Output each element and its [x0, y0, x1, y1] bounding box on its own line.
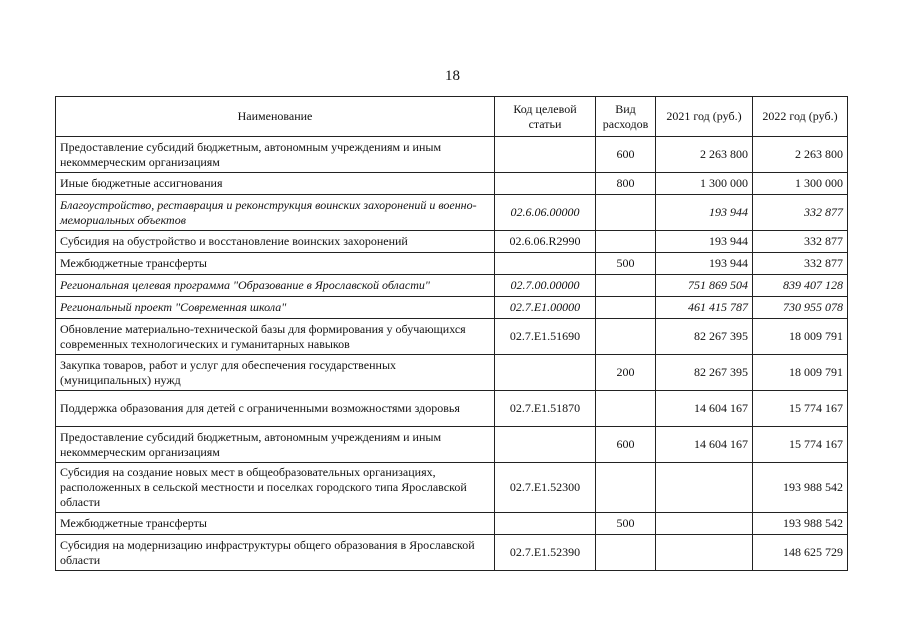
row-expense-type	[596, 319, 656, 355]
header-name: Наименование	[56, 97, 495, 137]
row-amount-2022: 332 877	[753, 195, 848, 231]
table-row	[56, 275, 848, 297]
row-name: Межбюджетные трансферты	[56, 513, 495, 535]
row-amount-2021: 193 944	[656, 195, 753, 231]
row-amount-2021: 751 869 504	[656, 275, 753, 297]
row-name: Региональный проект "Современная школа"	[56, 297, 495, 319]
row-name: Предоставление субсидий бюджетным, автономным учреждениям и иным некоммерческим организациям	[56, 427, 495, 463]
table-row	[56, 297, 848, 319]
row-amount-2021: 82 267 395	[656, 319, 753, 355]
row-name: Предоставление субсидий бюджетным, автономным учреждениям и иным некоммерческим организациям	[56, 137, 495, 173]
row-amount-2021: 1 300 000	[656, 173, 753, 195]
row-expense-type	[596, 391, 656, 427]
row-name: Субсидия на модернизацию инфраструктуры общего образования в Ярославской области	[56, 535, 495, 571]
row-amount-2022: 15 774 167	[753, 427, 848, 463]
header-2022: 2022 год (руб.)	[753, 97, 848, 137]
table-row	[56, 535, 848, 571]
row-expense-type	[596, 297, 656, 319]
row-target-code	[495, 513, 596, 535]
row-expense-type: 600	[596, 137, 656, 173]
row-amount-2022: 18 009 791	[753, 319, 848, 355]
row-amount-2022: 193 988 542	[753, 463, 848, 513]
budget-table	[55, 96, 848, 571]
row-expense-type: 500	[596, 513, 656, 535]
row-amount-2022: 193 988 542	[753, 513, 848, 535]
row-amount-2021: 461 415 787	[656, 297, 753, 319]
row-amount-2021: 82 267 395	[656, 355, 753, 391]
row-target-code: 02.7.00.00000	[495, 275, 596, 297]
table-row	[56, 253, 848, 275]
page-number: 18	[445, 68, 460, 84]
table-row	[56, 427, 848, 463]
table-header-row	[56, 97, 848, 137]
table-row	[56, 137, 848, 173]
row-amount-2021	[656, 513, 753, 535]
header-code: Код целевой статьи	[495, 97, 596, 137]
table-row	[56, 463, 848, 513]
header-2021: 2021 год (руб.)	[656, 97, 753, 137]
row-amount-2021: 193 944	[656, 253, 753, 275]
row-target-code	[495, 253, 596, 275]
row-amount-2021	[656, 463, 753, 513]
row-name: Субсидия на обустройство и восстановление воинских захоронений	[56, 231, 495, 253]
row-target-code	[495, 137, 596, 173]
row-expense-type	[596, 231, 656, 253]
row-expense-type	[596, 535, 656, 571]
row-amount-2021: 2 263 800	[656, 137, 753, 173]
row-amount-2022: 1 300 000	[753, 173, 848, 195]
table-row	[56, 231, 848, 253]
row-name: Благоустройство, реставрация и реконструкция воинских захоронений и военно-мемориальных объектов	[56, 195, 495, 231]
row-target-code	[495, 173, 596, 195]
row-amount-2022: 730 955 078	[753, 297, 848, 319]
row-name: Региональная целевая программа "Образование в Ярославской области"	[56, 275, 495, 297]
table-row	[56, 355, 848, 391]
row-name: Поддержка образования для детей с ограниченными возможностями здоровья	[56, 391, 495, 427]
row-name: Закупка товаров, работ и услуг для обеспечения государственных (муниципальных) нужд	[56, 355, 495, 391]
row-name: Межбюджетные трансферты	[56, 253, 495, 275]
row-amount-2021: 14 604 167	[656, 427, 753, 463]
row-name: Обновление материально-технической базы для формирования у обучающихся современных технологических и гуманитарных навыков	[56, 319, 495, 355]
row-amount-2022: 2 263 800	[753, 137, 848, 173]
row-target-code	[495, 355, 596, 391]
table-row	[56, 319, 848, 355]
row-target-code: 02.7.E1.52300	[495, 463, 596, 513]
row-amount-2021: 14 604 167	[656, 391, 753, 427]
row-amount-2021: 193 944	[656, 231, 753, 253]
table-row	[56, 391, 848, 427]
header-type: Вид расходов	[596, 97, 656, 137]
row-expense-type	[596, 463, 656, 513]
row-target-code: 02.7.E1.51870	[495, 391, 596, 427]
row-target-code	[495, 427, 596, 463]
row-expense-type	[596, 195, 656, 231]
row-amount-2022: 148 625 729	[753, 535, 848, 571]
table-row	[56, 513, 848, 535]
row-expense-type: 600	[596, 427, 656, 463]
row-expense-type	[596, 275, 656, 297]
row-target-code: 02.6.06.R2990	[495, 231, 596, 253]
row-amount-2022: 332 877	[753, 253, 848, 275]
row-amount-2022: 18 009 791	[753, 355, 848, 391]
row-name: Иные бюджетные ассигнования	[56, 173, 495, 195]
row-amount-2021	[656, 535, 753, 571]
row-amount-2022: 15 774 167	[753, 391, 848, 427]
row-name: Субсидия на создание новых мест в общеобразовательных организациях, расположенных в сельской местности и поселках городского типа Ярославской области	[56, 463, 495, 513]
table-row	[56, 195, 848, 231]
row-amount-2022: 839 407 128	[753, 275, 848, 297]
row-expense-type: 500	[596, 253, 656, 275]
row-amount-2022: 332 877	[753, 231, 848, 253]
row-expense-type: 200	[596, 355, 656, 391]
row-target-code: 02.7.E1.52390	[495, 535, 596, 571]
row-target-code: 02.7.E1.51690	[495, 319, 596, 355]
row-target-code: 02.6.06.00000	[495, 195, 596, 231]
row-target-code: 02.7.E1.00000	[495, 297, 596, 319]
row-expense-type: 800	[596, 173, 656, 195]
table-row	[56, 173, 848, 195]
